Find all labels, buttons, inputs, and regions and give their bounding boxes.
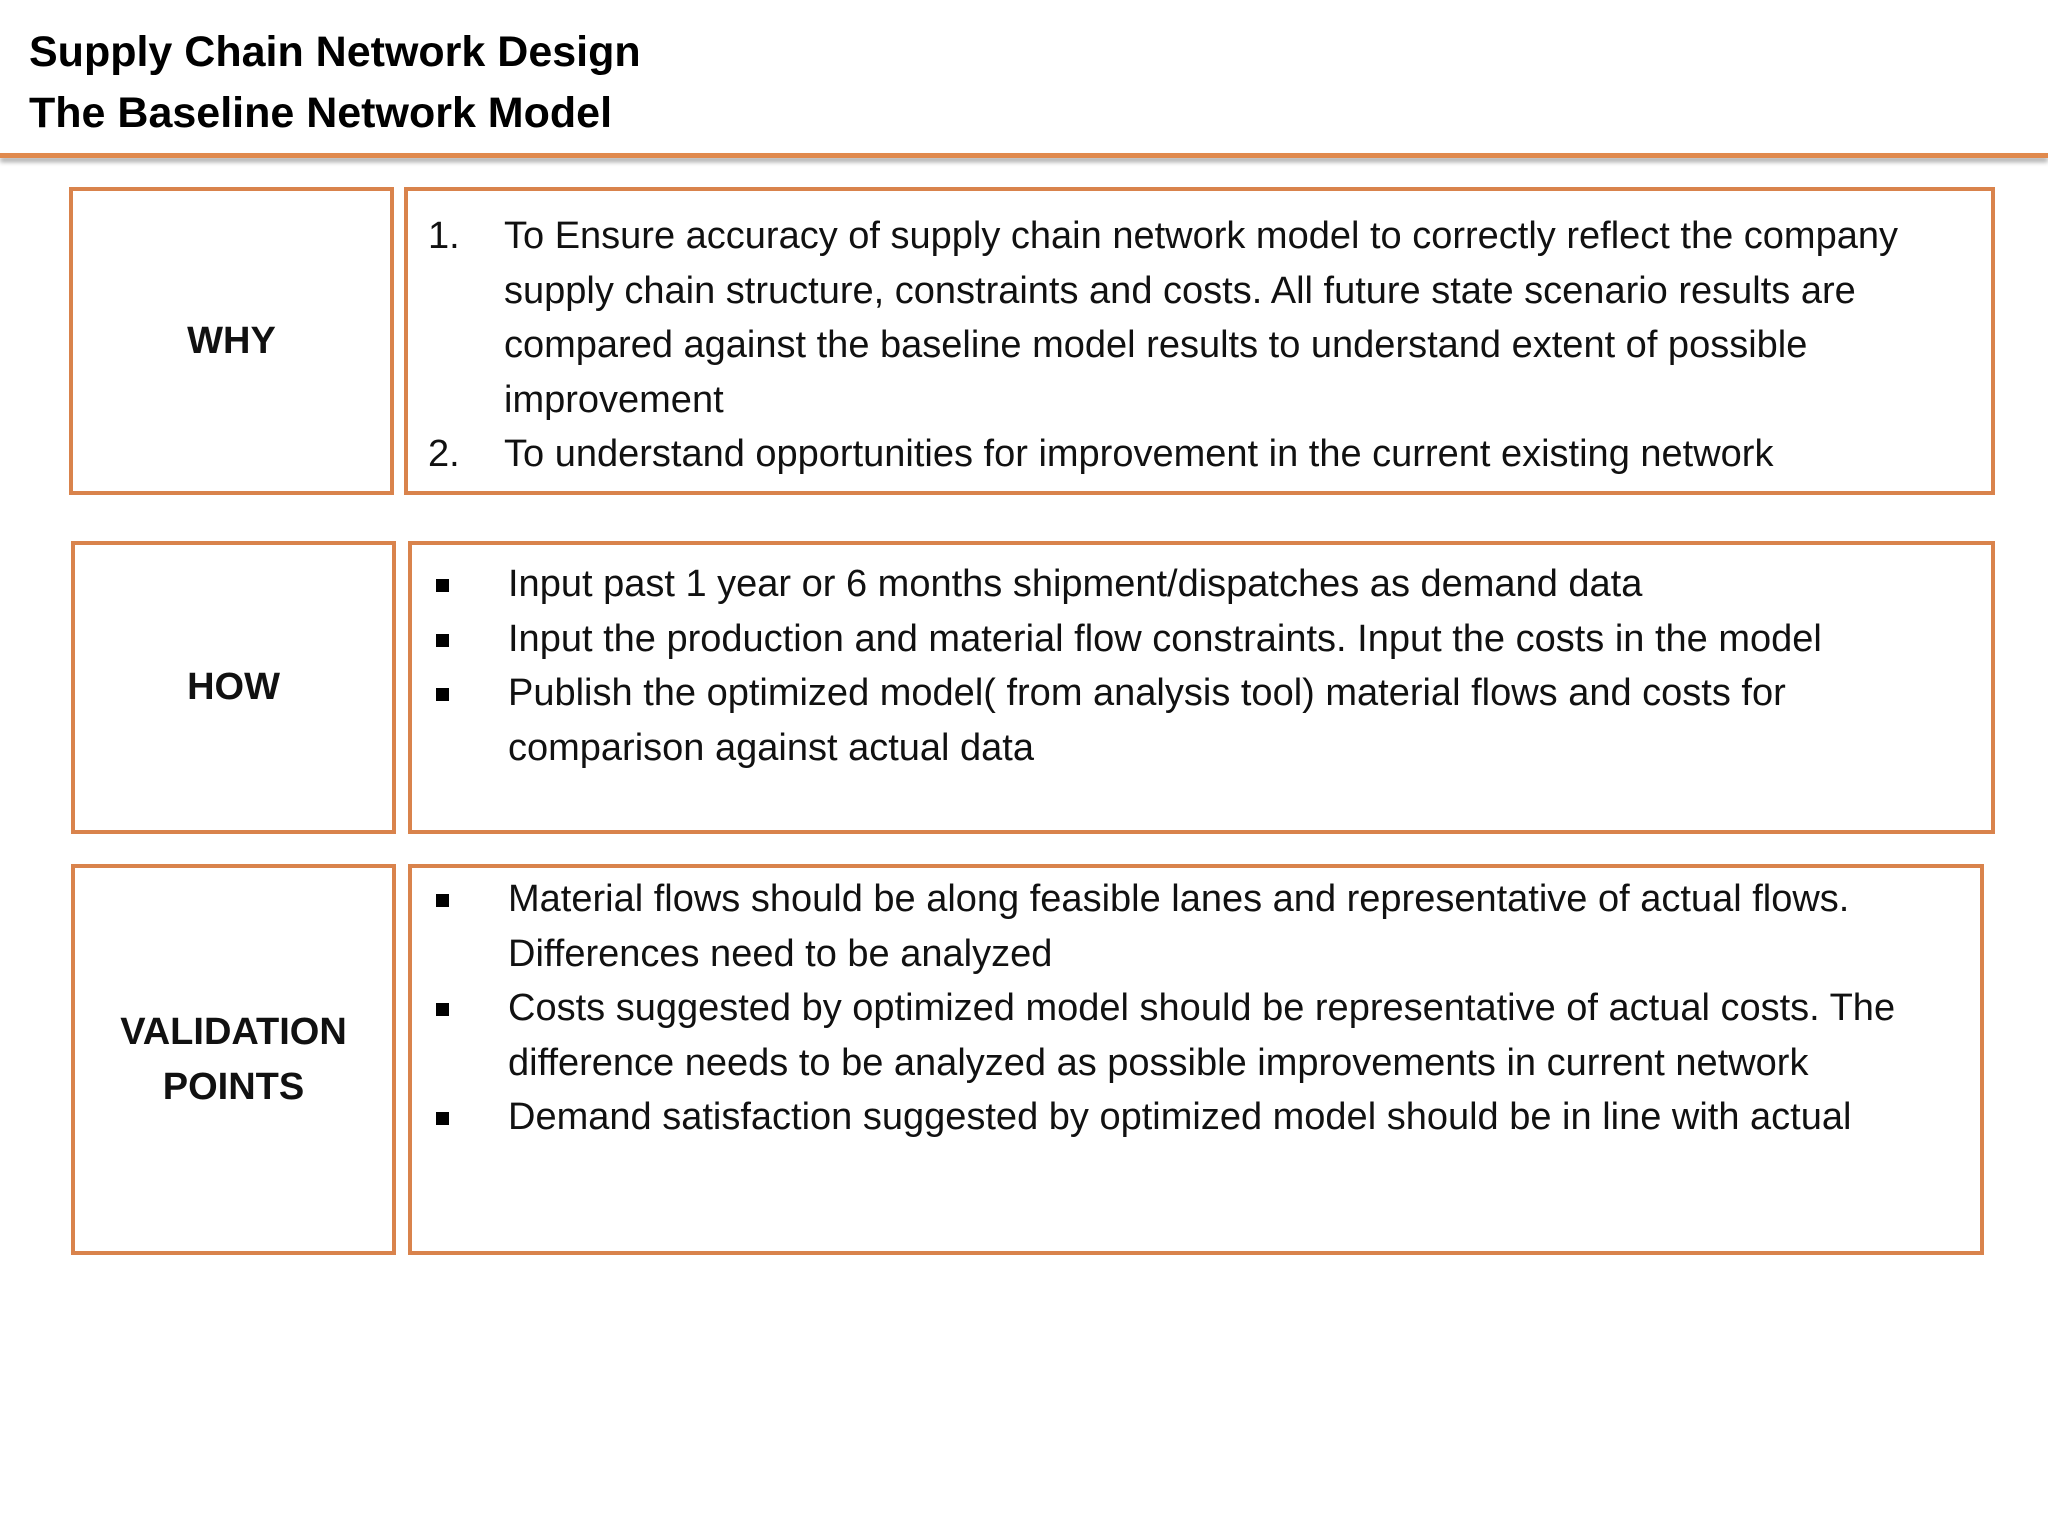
list-number: 2. [428,433,460,475]
square-bullet-icon [436,688,449,701]
validation-label: VALIDATION POINTS [120,1010,347,1108]
list-item-text: Costs suggested by optimized model should be representative of actual costs. The difference needs to be analyzed as possible improvements in current network [508,987,1896,1084]
list-item [412,612,1951,667]
list-item [412,981,1960,1090]
list-item-text: Material flows should be along feasible lanes and representative of actual flows. Differences need to be analyzed [508,878,1850,975]
why-label-box [69,187,394,495]
list-item-text: Publish the optimized model( from analysis tool) material flows and costs for comparison against actual data [508,672,1786,769]
list-item-text: Input the production and material flow constraints. Input the costs in the model [508,617,1822,660]
why-content-box [404,187,1995,495]
how-content-box [408,541,1995,834]
list-number: 1. [428,215,460,257]
list-item-text: Input past 1 year or 6 months shipment/dispatches as demand data [508,563,1643,605]
validation-content-box [408,864,1984,1255]
how-label: HOW [187,666,280,708]
list-item [412,1090,1960,1145]
list-item [412,666,1951,775]
title-line-1: Supply Chain Network Design [29,28,641,76]
list-item [408,209,1971,427]
square-bullet-icon [436,634,449,647]
list-item-text: To Ensure accuracy of supply chain network model to correctly reflect the company supply chain structure, constraints and costs. All future state scenario results are compared against the baseline model results to understand extent of possible improvement [504,215,1898,421]
why-list [408,209,1971,482]
why-label: WHY [187,319,276,362]
list-item [412,872,1960,981]
title-line-2: The Baseline Network Model [29,89,613,137]
list-item-text: To understand opportunities for improvement in the current existing network [504,433,1774,475]
title-divider [0,153,2048,158]
page-title [29,22,641,144]
list-item-text: Demand satisfaction suggested by optimized model should be in line with actual [508,1096,1852,1138]
square-bullet-icon [436,894,449,907]
how-list [412,557,1951,775]
how-label-box [71,541,396,834]
validation-list [412,872,1960,1145]
square-bullet-icon [436,1112,449,1125]
square-bullet-icon [436,1003,449,1016]
list-item [408,427,1971,482]
validation-label-box [71,864,396,1255]
list-item [412,557,1951,612]
square-bullet-icon [436,579,449,592]
